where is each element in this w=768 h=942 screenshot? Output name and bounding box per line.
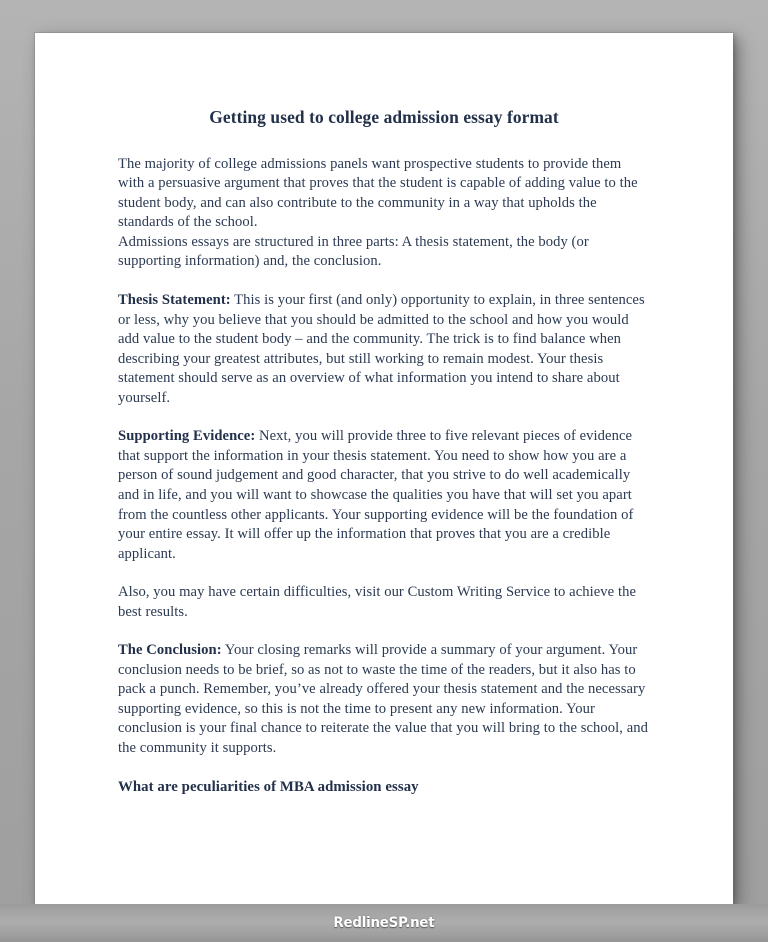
watermark-label: RedlineSP.net	[333, 915, 435, 931]
paragraph-thesis-statement	[118, 291, 650, 408]
supporting-evidence-lead-in: Supporting Evidence:	[118, 428, 256, 445]
watermark-bar	[0, 904, 768, 942]
paragraph-intro: The majority of college admissions panels want prospective students to provide them with a persuasive argument that proves that the student is capable of adding value to the student body, and can also contribute to the community in a way that upholds the standards of the school.	[118, 155, 638, 231]
section-heading-mba: What are peculiarities of MBA admission essay	[118, 778, 419, 795]
paragraph-spacer	[118, 564, 650, 583]
supporting-evidence-text: Next, you will provide three to five relevant pieces of evidence that support the information in your thesis statement. You need to show how you are a person of sound judgement and good character, that you strive to do well academically and in life, and you will want to showcase the qualities you have that will set you apart from the countless other applicants. Your supporting evidence will be the foundation of your entire essay. It will offer up the information that proves that you are a credible applicant.	[118, 428, 634, 562]
document-body	[118, 107, 650, 797]
paragraph-spacer	[118, 408, 650, 427]
document-page	[35, 33, 733, 904]
paragraph-spacer	[118, 272, 650, 291]
conclusion-text: Your closing remarks will provide a summary of your argument. Your conclusion needs to be brief, so as not to waste the time of the readers, but it also has to pack a punch. Remember, you’ve already offered your thesis statement and the necessary supporting evidence, so this is not the time to present any new information. Your conclusion is your final chance to reiterate the value that you will bring to the school, and the community it supports.	[118, 642, 648, 756]
page-title: Getting used to college admission essay format	[209, 107, 559, 127]
paragraph-structure: Admissions essays are structured in three parts: A thesis statement, the body (or supporting information) and, the conclusion.	[118, 233, 589, 270]
thesis-statement-lead-in: Thesis Statement:	[118, 292, 231, 309]
thesis-statement-text: This is your first (and only) opportunity to explain, in three sentences or less, why you believe that you should be admitted to the school and how you would add value to the student body – and the community. The trick is to find balance when describing your greatest attributes, but still working to remain modest. Your thesis statement should serve as an overview of what information you intend to share about yourself.	[118, 292, 645, 406]
paragraph-conclusion	[118, 641, 650, 758]
paragraph-spacer	[118, 759, 650, 778]
paragraph-supporting-evidence	[118, 427, 650, 564]
conclusion-lead-in: The Conclusion:	[118, 642, 222, 659]
paragraph-spacer	[118, 622, 650, 641]
paragraph-writing-service-note: Also, you may have certain difficulties, visit our Custom Writing Service to achieve the best results.	[118, 584, 636, 620]
